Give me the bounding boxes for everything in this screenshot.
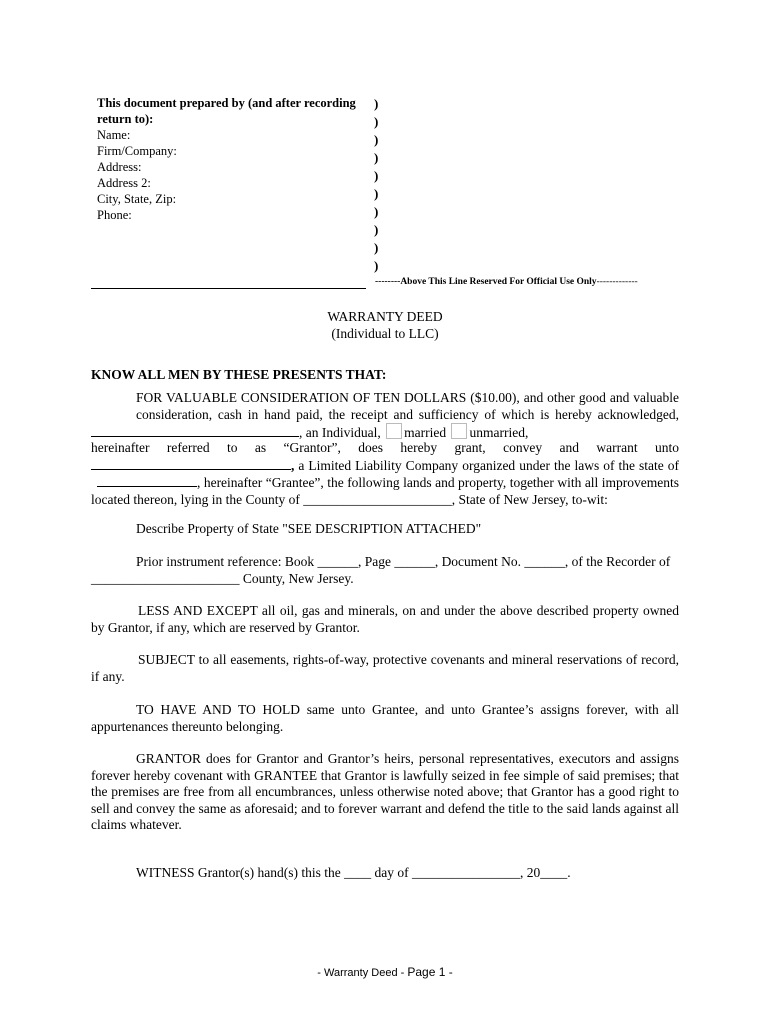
paren: ) (374, 168, 379, 183)
document-subtitle: (Individual to LLC) (331, 326, 439, 341)
describe-property: Describe Property of State "SEE DESCRIPTION ATTACHED" (136, 521, 482, 536)
grantor-line: , an Individual, married unmarried, (91, 423, 679, 442)
prior-ref-line-1: Prior instrument reference: Book ______, Page ______, Document No. ______, of the Recorder of (136, 554, 671, 569)
prepared-by-block (97, 95, 367, 223)
grantee-paragraph: hereinafter referred to as “Grantor”, does hereby grant, convey and warrant unto , a Limited Liability Company organized under the laws of the state of , hereinafter “Grantee”, the following lands and property, together with all improvements located thereon, lying in the County of ______________________, State of New Jersey, to-wit: (91, 440, 680, 507)
consideration-line-1: FOR VALUABLE CONSIDERATION OF TEN DOLLARS ($10.00), and other good and valuable consideration, cash in hand paid, the receipt and sufficiency of which is hereby acknowledged, (136, 390, 679, 422)
paren: ) (374, 204, 379, 219)
header-rule (91, 288, 366, 289)
married-checkbox[interactable] (386, 423, 402, 439)
paren-column (374, 95, 378, 275)
county-line: ______________________, State of New Jersey, to-wit: (303, 491, 608, 507)
paren: ) (374, 222, 379, 237)
official-use-line (375, 277, 638, 287)
field-phone: Phone: (97, 208, 132, 222)
state-field[interactable] (97, 474, 197, 487)
field-address: Address: (97, 160, 142, 174)
know-all-heading: KNOW ALL MEN BY THESE PRESENTS THAT: (91, 367, 387, 382)
subject-to: SUBJECT to all easements, rights-of-way, protective covenants and mineral reservations of record, if any. (91, 652, 679, 684)
prepared-by-heading-2: return to): (97, 112, 154, 126)
grantor-covenant: GRANTOR does for Grantor and Grantor’s heirs, personal representatives, executors and assigns forever hereby covenant with GRANTEE that Grantor is lawfully seized in fee simple of said premises; that the premises are free from all encumbrances, unless otherwise noted above; that Grantor has a good right to sell and convey the same as aforesaid; and to forever warrant and defend the title to the said lands against all claims whatever. (91, 751, 679, 832)
paren: ) (374, 96, 379, 111)
reserved-dashes-right: ------------- (596, 277, 638, 287)
reserved-text: Above This Line Reserved For Official Use Only (400, 277, 597, 287)
paren: ) (374, 132, 379, 147)
reserved-dashes-left: -------- (375, 277, 401, 287)
consideration-paragraph (91, 390, 679, 423)
field-city-state-zip: City, State, Zip: (97, 192, 177, 206)
paren: ) (374, 114, 379, 129)
prepared-by-heading-1: This document prepared by (and after recording (97, 96, 356, 110)
prior-instrument-reference (91, 554, 679, 587)
grantee-llc-field[interactable] (91, 457, 291, 470)
paren: ) (374, 258, 379, 273)
footer-label: - Warranty Deed - (317, 967, 408, 979)
to-have-and-hold: TO HAVE AND TO HOLD same unto Grantee, and unto Grantee’s assigns forever, with all appurtenances thereunto belonging. (91, 702, 679, 734)
field-address-2: Address 2: (97, 176, 151, 190)
witness-line: WITNESS Grantor(s) hand(s) this the ____ day of ________________, 20____. (136, 865, 571, 880)
prior-ref-line-2: ______________________ County, New Jersey. (91, 570, 354, 586)
paren: ) (374, 240, 379, 255)
grantor-name-field[interactable] (91, 424, 299, 437)
page-footer (0, 965, 770, 979)
paren: ) (374, 150, 379, 165)
paren: ) (374, 186, 379, 201)
field-firm: Firm/Company: (97, 144, 177, 158)
unmarried-checkbox[interactable] (451, 423, 467, 439)
field-name: Name: (97, 128, 131, 142)
footer-page-number: Page 1 - (407, 965, 453, 979)
document-title: WARRANTY DEED (327, 309, 443, 324)
less-and-except: LESS AND EXCEPT all oil, gas and minerals, on and under the above described property owned by Grantor, if any, which are reserved by Grantor. (91, 603, 679, 635)
